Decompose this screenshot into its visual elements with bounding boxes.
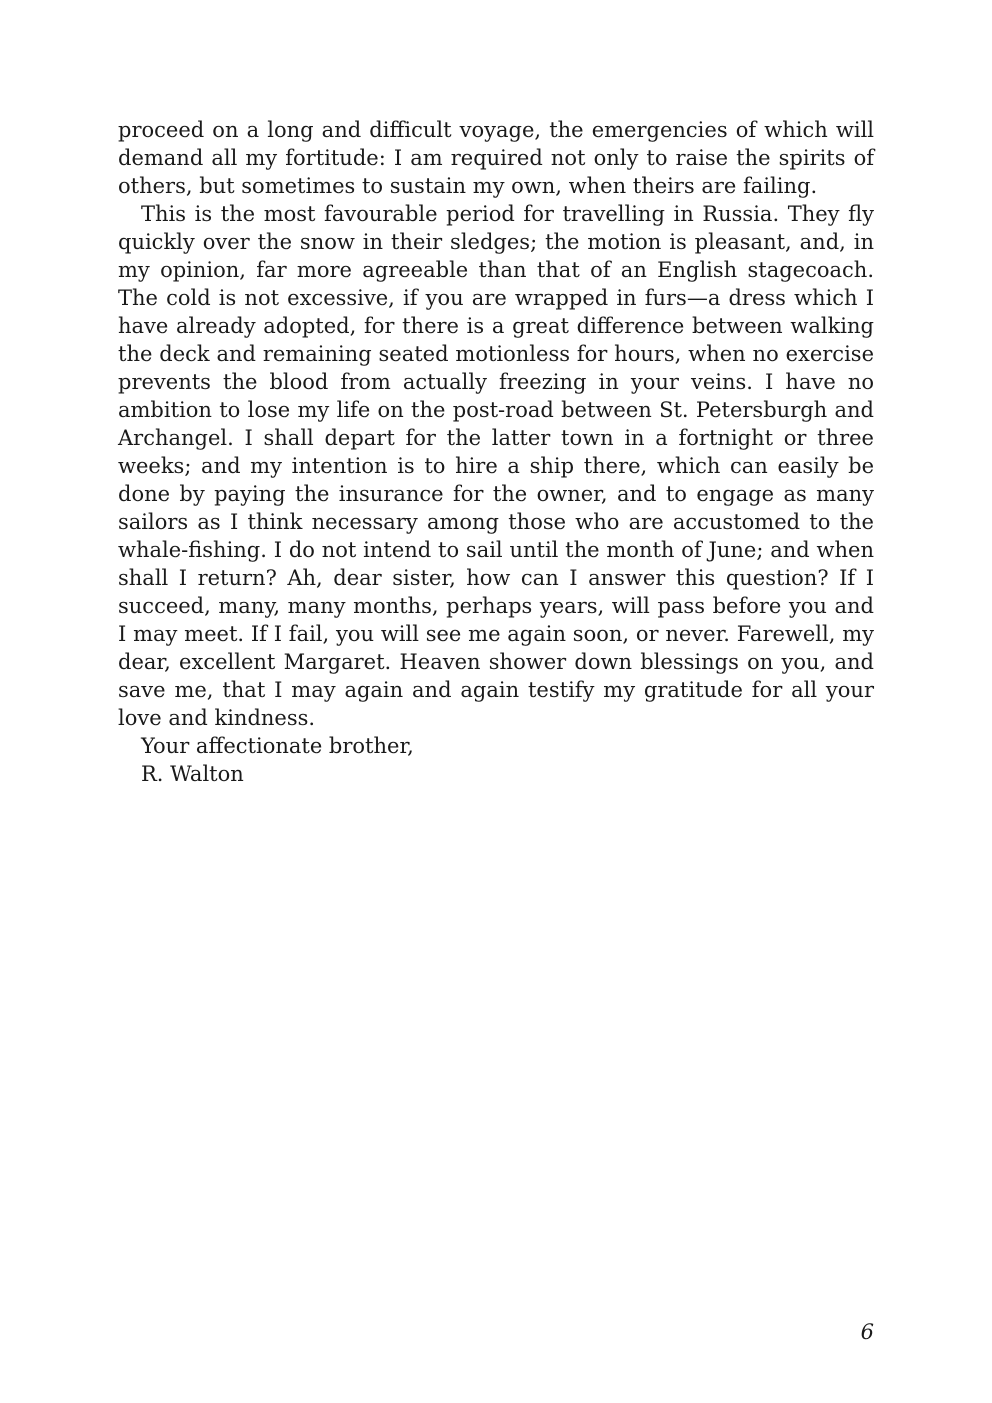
letter-closing: Your affectionate brother, bbox=[141, 734, 414, 758]
letter-signature: R. Walton bbox=[141, 762, 244, 786]
body-text bbox=[118, 116, 874, 788]
page-number: 6 bbox=[860, 1320, 874, 1344]
paragraph-continuation: proceed on a long and difficult voyage, the emergencies of which will demand all my fortitude: I am required not only to raise the spirits of others, but sometimes to sustain my own, when theirs are failing. bbox=[118, 118, 874, 198]
paragraph: This is the most favourable period for travelling in Russia. They fly quickly over the snow in their sledges; the motion is pleasant, and, in my opinion, far more agreeable than that of an English stagecoach. The cold is not excessive, if you are wrapped in furs—a dress which I have already adopted, for there is a great difference between walking the deck and remaining seated motionless for hours, when no exercise prevents the blood from actually freezing in your veins. I have no ambition to lose my life on the post-road between St. Petersburgh and Archangel. I shall depart for the latter town in a fortnight or three weeks; and my intention is to hire a ship there, which can easily be done by paying the insurance for the owner, and to engage as many sailors as I think necessary among those who are accustomed to the whale-fishing. I do not intend to sail until the month of June; and when shall I return? Ah, dear sister, how can I answer this question? If I succeed, many, many months, perhaps years, will pass before you and I may meet. If I fail, you will see me again soon, or never. Farewell, my dear, excellent Margaret. Heaven shower down blessings on you, and save me, that I may again and again testify my gratitude for all your love and kindness. bbox=[118, 202, 874, 730]
